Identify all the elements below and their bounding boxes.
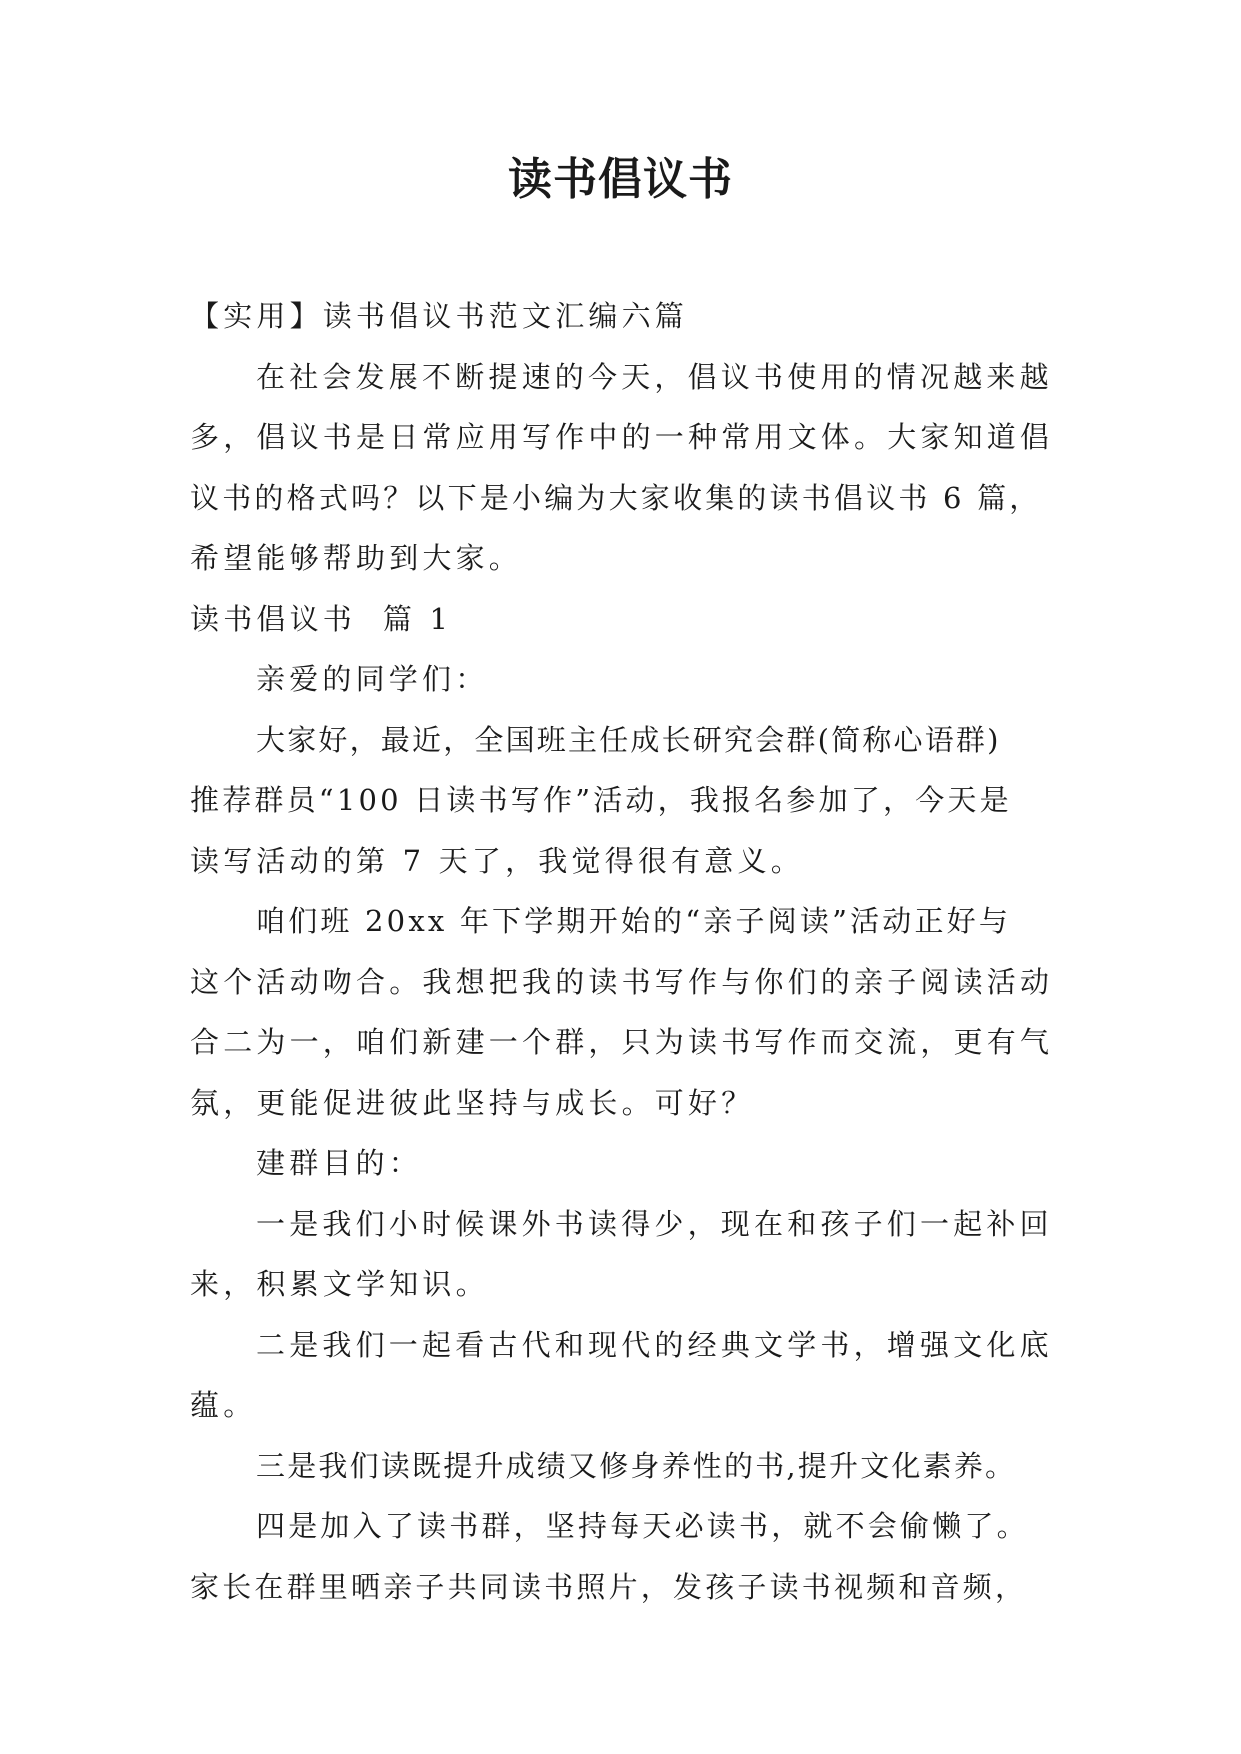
paragraph-line: 希望能够帮助到大家。 xyxy=(190,541,523,575)
list-item-line: 三是我们读既提升成绩又修身养性的书,提升文化素养。 xyxy=(256,1448,1017,1483)
list-item-line: 一是我们小时候课外书读得少，现在和孩子们一起补回 xyxy=(256,1206,1053,1241)
paragraph-line: 家长在群里晒亲子共同读书照片，发孩子读书视频和音频， xyxy=(190,1569,1028,1604)
paragraph-line: 合二为一，咱们新建一个群，只为读书写作而交流，更有气 xyxy=(190,1025,1054,1059)
list-item-line: 二是我们一起看古代和现代的经典文学书，增强文化底 xyxy=(256,1327,1053,1362)
paragraph-line: 在社会发展不断提速的今天，倡议书使用的情况越来越 xyxy=(256,359,1053,394)
subtitle-line: 【实用】读书倡议书范文汇编六篇 xyxy=(190,299,689,333)
paragraph-line: 这个活动吻合。我想把我的读书写作与你们的亲子阅读活动 xyxy=(190,964,1054,999)
paragraph-line: 多，倡议书是日常应用写作中的一种常用文体。大家知道倡 xyxy=(190,420,1054,454)
paragraph-line: 咱们班 20xx 年下学期开始的“亲子阅读”活动正好与 xyxy=(256,904,1012,938)
list-item-line: 四是加入了读书群，坚持每天必读书，就不会偷懒了。 xyxy=(256,1509,1029,1543)
list-item-line: 蕴。 xyxy=(190,1388,257,1422)
section-heading: 读书倡议书 篇 1 xyxy=(190,601,453,636)
document-title: 读书倡议书 xyxy=(508,154,733,205)
salutation-line: 亲爱的同学们： xyxy=(256,662,489,696)
document-body xyxy=(190,286,1060,1617)
list-heading: 建群目的： xyxy=(256,1146,423,1180)
paragraph-line: 议书的格式吗？以下是小编为大家收集的读书倡议书 6 篇， xyxy=(190,480,1042,515)
paragraph-line: 氛，更能促进彼此坚持与成长。可好？ xyxy=(190,1085,755,1120)
paragraph-line: 大家好，最近，全国班主任成长研究会群(简称心语群) xyxy=(256,722,1001,757)
paragraph-line: 推荐群员“100 日读书写作”活动，我报名参加了，今天是 xyxy=(190,783,1012,817)
paragraph-line: 读写活动的第 7 天了，我觉得很有意义。 xyxy=(190,843,804,878)
list-item-line: 来，积累文学知识。 xyxy=(190,1267,489,1301)
